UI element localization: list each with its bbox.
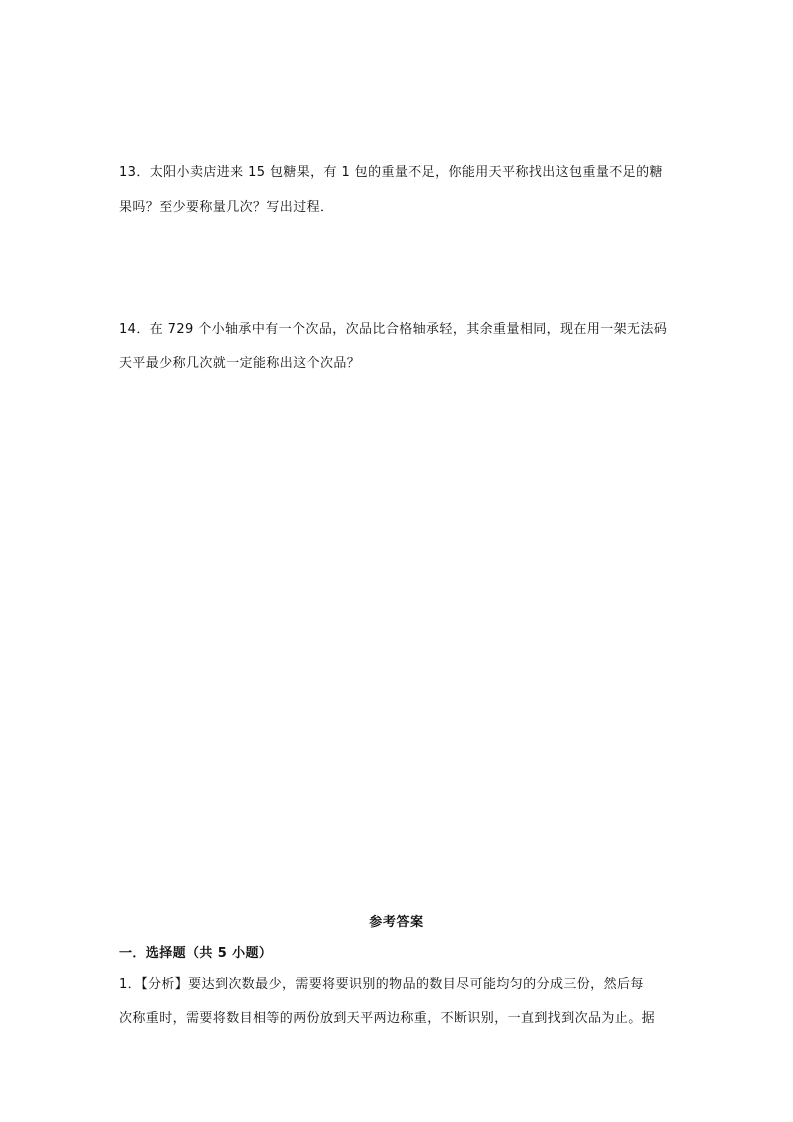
answers-section-heading: 一．选择题（共 5 小题） [119, 946, 273, 961]
question-14-line-2: 天平最少称几次就一定能称出这个次品？ [119, 356, 361, 371]
question-13-line-1: 13．太阳小卖店进来 15 包糖果，有 1 包的重量不足，你能用天平称找出这包重量不足的糖 [119, 165, 663, 180]
answer-1-line-2: 次称重时，需要将数目相等的两份放到天平两边称重，不断识别，一直到找到次品为止。据 [119, 1011, 656, 1026]
answers-title: 参考答案 [369, 915, 424, 930]
question-13-line-2: 果吗？至少要称量几次？写出过程． [119, 200, 334, 215]
answer-1-line-1: 1．【分析】要达到次数最少，需要将要识别的物品的数目尽可能均匀的分成三份，然后每 [119, 977, 644, 992]
question-14-line-1: 14．在 729 个小轴承中有一个次品，次品比合格轴承轻，其余重量相同，现在用一架无法码 [119, 322, 668, 337]
